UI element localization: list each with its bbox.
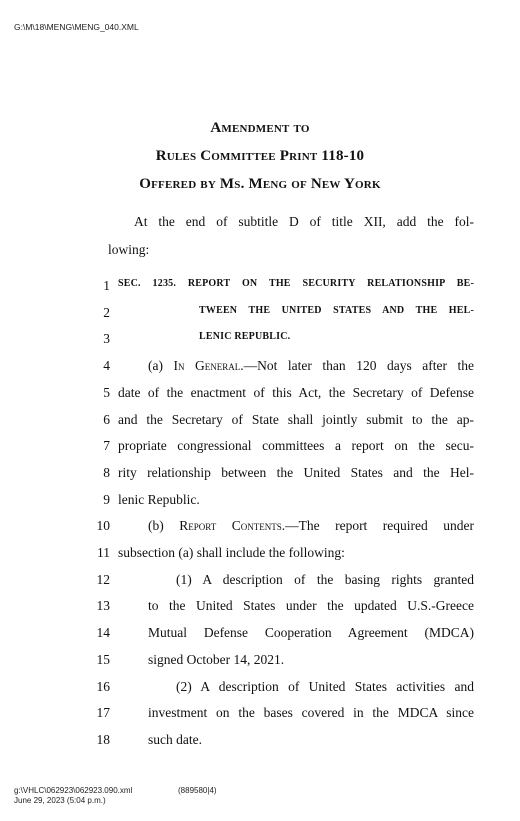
line-text: propriate congressional committees a report on the secu- (118, 438, 474, 454)
bill-line (0, 412, 520, 439)
bill-line (0, 679, 520, 706)
line-number: 6 (103, 411, 110, 427)
line-number: 15 (96, 651, 110, 667)
line-text: (2) A description of United States activities and (176, 678, 474, 694)
line-text (148, 518, 474, 534)
line-number: 17 (96, 705, 110, 721)
subsection-heading: In General (173, 358, 241, 374)
title-line-3: Offered by Ms. Meng of New York (139, 176, 381, 192)
subsection-text: .—Not later than 120 days after the (240, 358, 474, 374)
line-number: 11 (97, 545, 110, 560)
bill-line (0, 465, 520, 492)
line-text: to the United States under the updated U.S.-Greece (148, 598, 474, 614)
subsection-text: .—The report required under (281, 518, 475, 534)
bill-line (0, 598, 520, 625)
bill-line (0, 545, 520, 572)
footer-path: g:\VHLC\062923\062923.090.xml (14, 786, 133, 795)
line-text: LENIC REPUBLIC. (199, 331, 291, 343)
line-number: 12 (96, 571, 110, 587)
bill-line (0, 492, 520, 519)
bill-line (0, 385, 520, 412)
subsection-label: (a) (148, 358, 174, 374)
line-text: such date. (148, 731, 202, 747)
line-text (148, 358, 474, 374)
bill-line (0, 331, 520, 358)
line-number: 3 (103, 331, 110, 347)
line-text: lenic Republic. (118, 491, 200, 507)
line-text: SEC. 1235. REPORT ON THE SECURITY RELATIONSHIP BE- (118, 278, 474, 289)
bill-line (0, 438, 520, 465)
subsection-label: (b) (148, 518, 180, 534)
bill-line (0, 518, 520, 545)
bill-line (0, 278, 520, 305)
line-text: rity relationship between the United States and the Hel- (118, 464, 474, 480)
intro-line-2: lowing: (108, 242, 150, 257)
line-text: TWEEN THE UNITED STATES AND THE HEL- (199, 304, 474, 316)
bill-line (0, 625, 520, 652)
file-path-header: G:\M\18\MENG\MENG_040.XML (14, 22, 139, 32)
line-number: 13 (96, 598, 110, 614)
bill-line (0, 572, 520, 599)
subsection-heading: Report Contents (179, 518, 282, 534)
bill-line (0, 652, 520, 679)
line-number: 2 (103, 304, 110, 320)
line-text: Mutual Defense Cooperation Agreement (MDCA) (148, 625, 474, 641)
intro-line-1: At the end of subtitle D of title XII, add the fol- (134, 214, 474, 229)
bill-line (0, 305, 520, 332)
title-line-1: Amendment to (210, 120, 310, 136)
line-text: date of the enactment of this Act, the Secretary of Defense (118, 384, 474, 400)
line-number: 10 (96, 518, 110, 534)
line-number: 18 (96, 731, 110, 747)
line-number: 16 (96, 678, 110, 694)
title-line-2: Rules Committee Print 118-10 (155, 148, 365, 164)
line-text: signed October 14, 2021. (148, 651, 285, 667)
line-number: 9 (103, 491, 110, 507)
page-footer (14, 786, 217, 806)
intro-paragraph (108, 208, 474, 264)
line-number: 7 (103, 438, 110, 454)
line-text: (1) A description of the basing rights granted (176, 571, 474, 587)
footer-timestamp: June 29, 2023 (5:04 p.m.) (14, 796, 106, 805)
line-text: and the Secretary of State shall jointly submit to the ap- (118, 411, 474, 427)
bill-line (0, 705, 520, 732)
bill-line (0, 358, 520, 385)
line-text: investment on the bases covered in the MDCA since (148, 705, 474, 721)
line-number: 8 (103, 464, 110, 480)
line-number: 1 (103, 278, 110, 293)
bill-line (0, 732, 520, 759)
line-number: 4 (103, 358, 110, 374)
footer-code: (889580|4) (178, 786, 217, 795)
line-number: 5 (103, 384, 110, 400)
line-text: subsection (a) shall include the following: (118, 545, 345, 560)
line-number: 14 (96, 625, 110, 641)
